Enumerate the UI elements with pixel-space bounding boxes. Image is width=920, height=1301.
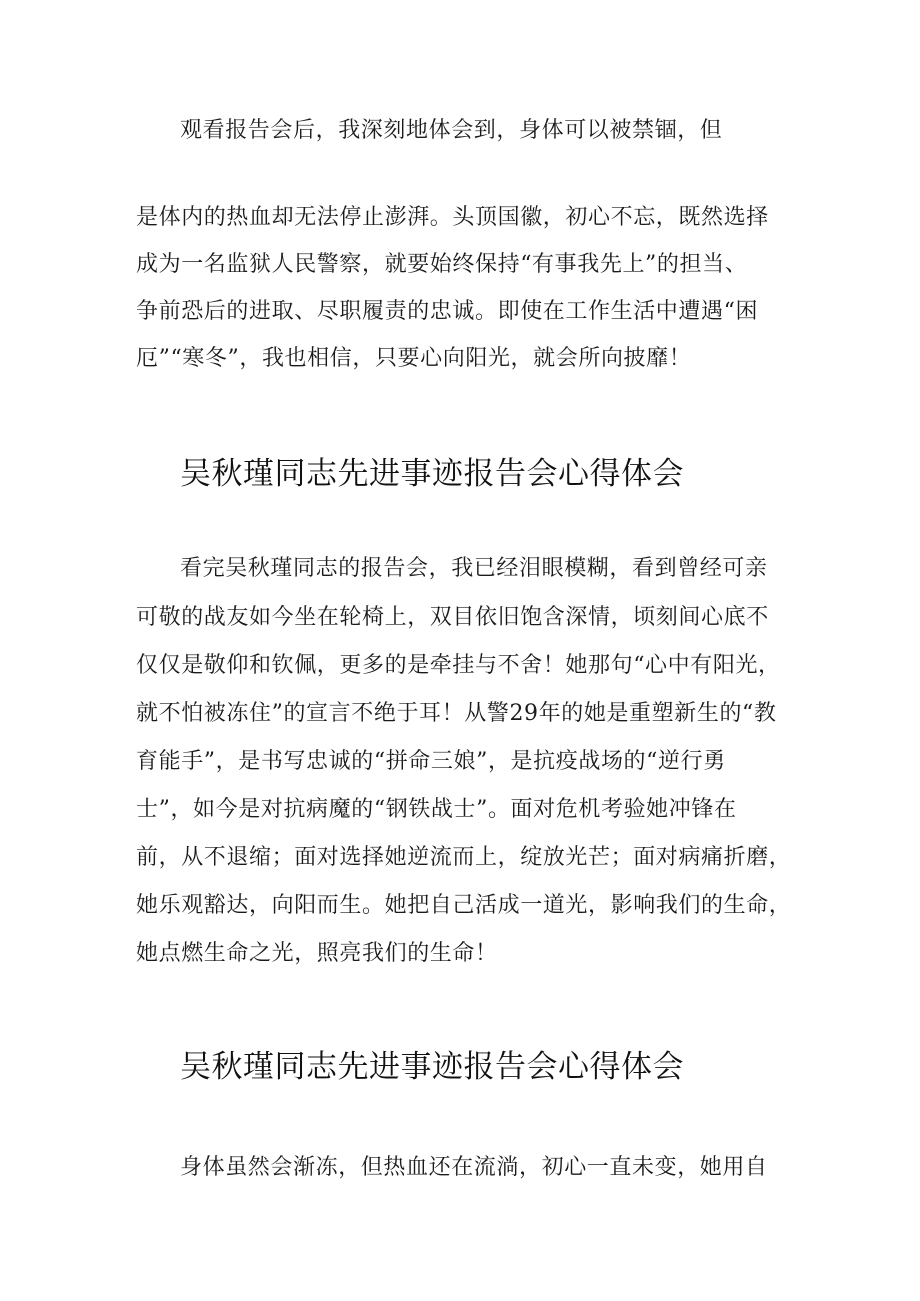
paragraph-line: 前，从不退缩；面对选择她逆流而上，绽放光芒；面对病痛折磨，: [136, 845, 792, 870]
paragraph-line: 看完吴秋瑾同志的报告会，我已经泪眼模糊，看到曾经可亲: [180, 556, 768, 581]
paragraph-line: 就不怕被冻住”的宣言不绝于耳！从警29年的她是重塑新生的“教: [136, 701, 777, 726]
paragraph-line: 她点燃生命之光，照亮我们的生命！: [136, 941, 498, 966]
paragraph-line: 厄”“寒冬”，我也相信，只要心向阳光，就会所向披靡！: [136, 346, 692, 371]
paragraph-line: 可敬的战友如今坐在轮椅上，双目依旧饱含深情，顷刻间心底不: [136, 605, 769, 630]
paragraph-line: 是体内的热血却无法停止澎湃。头顶国徽，初心不忘，既然选择: [136, 205, 769, 230]
paragraph-line: 观看报告会后，我深刻地体会到，身体可以被禁锢，但: [180, 118, 723, 143]
paragraph-line: 争前恐后的进取、尽职履责的忠诚。即使在工作生活中遭遇“困: [136, 299, 759, 324]
paragraph-line: 士”，如今是对抗病魔的“钢铁战士”。面对危机考验她冲锋在: [136, 797, 737, 822]
paragraph-line: 她乐观豁达，向阳而生。她把自己活成一道光，影响我们的生命，: [136, 893, 792, 918]
section-title: 吴秋瑾同志先进事迹报告会心得体会: [180, 456, 684, 492]
paragraph-line: 身体虽然会渐冻，但热血还在流淌，初心一直未变，她用自: [180, 1155, 768, 1180]
paragraph-line: 成为一名监狱人民警察，就要始终保持“有事我先上”的担当、: [136, 252, 748, 277]
section-title: 吴秋瑾同志先进事迹报告会心得体会: [180, 1049, 684, 1085]
paragraph-line: 仅仅是敬仰和钦佩，更多的是牵挂与不舍！她那句“心中有阳光，: [136, 653, 781, 678]
paragraph-line: 育能手”，是书写忠诚的“拼命三娘”，是抗疫战场的“逆行勇: [136, 749, 726, 774]
